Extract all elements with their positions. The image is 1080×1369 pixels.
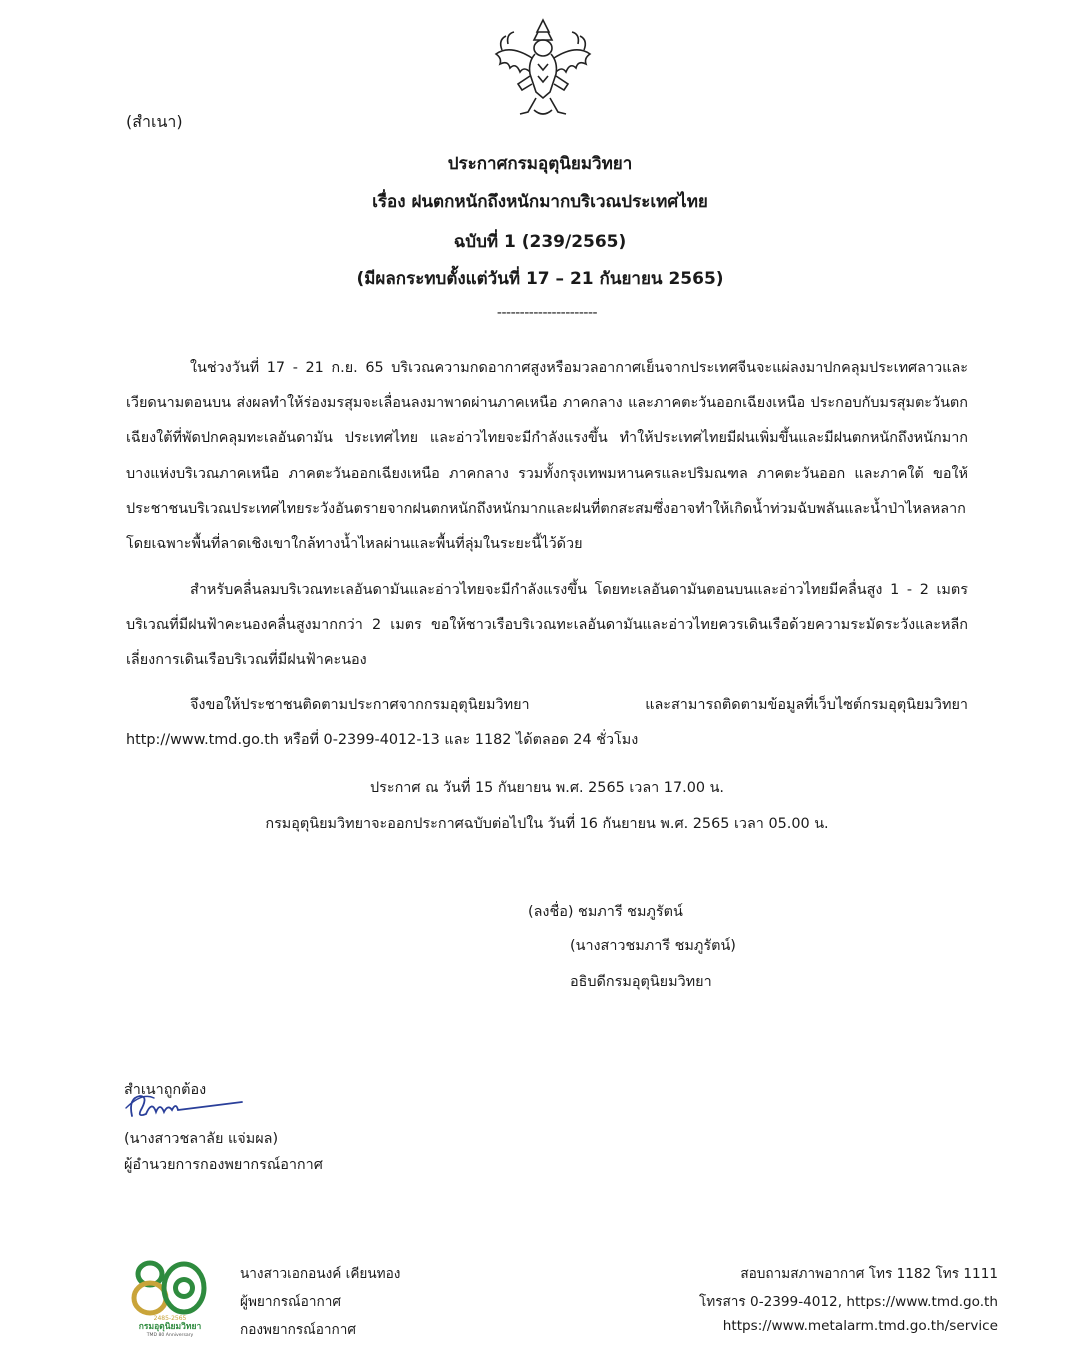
signatory-name: (นางสาวชมภารี ชมภูรัตน์) [570,938,736,954]
signatory-position: อธิบดีกรมอุตุนิยมวิทยา [570,974,712,990]
next-issue-notice: กรมอุตุนิยมวิทยาจะออกประกาศฉบับต่อไปใน วันที่ 16 กันยายน พ.ศ. 2565 เวลา 05.00 น. [265,816,829,832]
title-divider: ---------------------- [496,305,598,321]
forecaster-role: ผู้พยากรณ์อากาศ [240,1294,341,1310]
contact-service-link[interactable]: https://www.metalarm.tmd.go.th/service [722,1318,998,1334]
contact-fax-website[interactable]: โทรสาร 0-2399-4012, https://www.tmd.go.th [698,1294,998,1310]
body-paragraph-3: จึงขอให้ประชาชนติดตามประกาศจากกรมอุตุนิยมวิทยา และสามารถติดตามข้อมูลที่เว็บไซต์กรมอุตุนิยมวิทยา http://www.tmd.go.th หรือที่ 0-2399-4012-13 และ 1182 ได้ตลอด 24 ชั่วโมง [126,697,968,749]
issue-number: ฉบับที่ 1 (239/2565) [453,232,627,252]
tmd-80-anniversary-logo [124,1254,216,1338]
logo-subtext: TMD 80 Anniversary [146,1333,194,1338]
certifier-name: (นางสาวชลาลัย แจ่มผล) [124,1131,279,1147]
signed-line: (ลงชื่อ) ชมภารี ชมภูรัตน์ [528,904,683,920]
announcement-date: ประกาศ ณ วันที่ 15 กันยายน พ.ศ. 2565 เวลา 17.00 น. [370,780,724,796]
copy-mark: (สำเนา) [126,112,183,131]
logo-years: 2485-2565 [153,1315,187,1322]
garuda-emblem [488,14,598,126]
announcement-subject: เรื่อง ฝนตกหนักถึงหนักมากบริเวณประเทศไทย [372,192,708,212]
body-paragraph-2: สำหรับคลื่นลมบริเวณทะเลอันดามันและอ่าวไทยจะมีกำลังแรงขึ้น โดยทะเลอันดามันตอนบนและอ่าวไทยมีคลื่นสูง 1 - 2 เมตร บริเวณที่มีฝนฟ้าคะนองคลื่นสูงมากกว่า 2 เมตร ขอให้ชาวเรือบริเวณทะเลอันดามันและอ่าวไทยควรเดินเรือด้วยความระมัดระวังและหลีกเลี่ยงการเดินเรือบริเวณที่มีฝนฟ้าคะนอง [126,582,968,669]
announcement-title: ประกาศกรมอุตุนิยมวิทยา [447,154,633,174]
certified-copy-label: สำเนาถูกต้อง [124,1082,207,1098]
forecaster-name: นางสาวเอกอนงค์ เคียนทอง [240,1266,401,1282]
body-paragraph-1: ในช่วงวันที่ 17 - 21 ก.ย. 65 บริเวณความกดอากาศสูงหรือมวลอากาศเย็นจากประเทศจีนจะแผ่ลงมาปกคลุมประเทศลาวและเวียดนามตอนบน ส่งผลทำให้ร่องมรสุมจะเลื่อนลงมาพาดผ่านภาคเหนือ ภาคกลาง และภาคตะวันออกเฉียงเหนือ ประกอบกับมรสุมตะวันตกเฉียงใต้ที่พัดปกคลุมทะเลอันดามัน ประเทศไทย และอ่าวไทยจะมีกำลังแรงขึ้น ทำให้ประเทศไทยมีฝนเพิ่มขึ้นและมีฝนตกหนักถึงหนักมากบางแห่งบริเวณภาคเหนือ ภาคตะวันออกเฉียงเหนือ ภาคกลาง รวมทั้งกรุงเทพมหานครและปริมณฑล ภาคตะวันออก และภาคใต้ ขอให้ประชาชนบริเวณประเทศไทยระวังอันตรายจากฝนตกหนักถึงหนักมากและฝนที่ตกสะสมซึ่งอาจทำให้เกิดน้ำท่วมฉับพลันและน้ำป่าไหลหลาก โดยเฉพาะพื้นที่ลาดเชิงเขาใกล้ทางน้ำไหลผ่านและพื้นที่ลุ่มในระยะนี้ไว้ด้วย [126,360,968,553]
effective-period: (มีผลกระทบตั้งแต่วันที่ 17 – 21 กันยายน 2565) [356,269,724,289]
forecaster-division: กองพยากรณ์อากาศ [240,1322,357,1338]
contact-phone: สอบถามสภาพอากาศ โทร 1182 โทร 1111 [740,1266,998,1282]
logo-text: กรมอุตุนิยมวิทยา [138,1322,202,1332]
certifier-position: ผู้อำนวยการกองพยากรณ์อากาศ [124,1157,323,1173]
handwritten-signature [122,1088,244,1124]
